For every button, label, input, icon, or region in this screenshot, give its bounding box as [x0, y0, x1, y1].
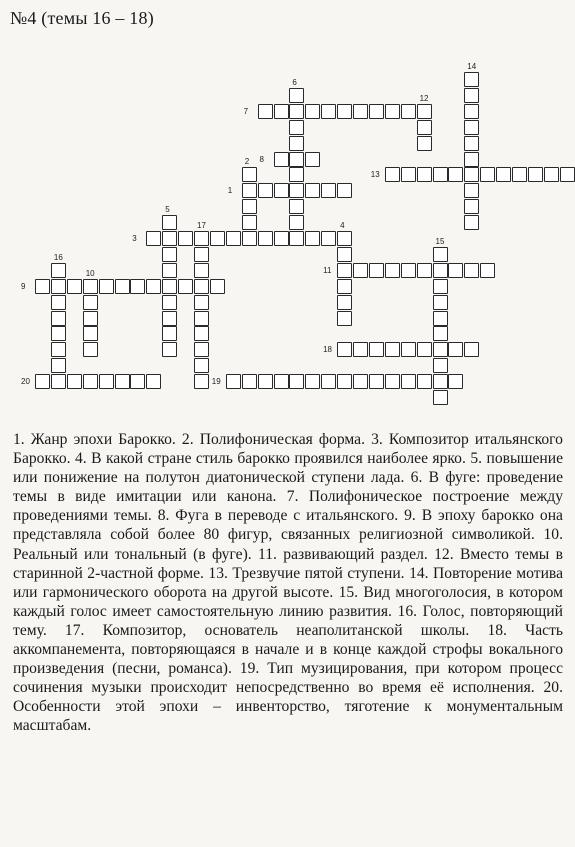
clue-16: 16. Голос, повторяющий тему.: [13, 602, 563, 639]
crossword-cell[interactable]: [433, 295, 448, 310]
crossword-cell[interactable]: [353, 342, 368, 357]
crossword-cell[interactable]: [433, 342, 448, 357]
crossword-cell[interactable]: [417, 374, 432, 389]
crossword-cell[interactable]: [162, 311, 177, 326]
clue-number: 2: [244, 157, 250, 167]
crossword-cell[interactable]: [83, 295, 98, 310]
crossword-cell[interactable]: [305, 231, 320, 246]
crossword-cell[interactable]: [433, 247, 448, 262]
crossword-cell[interactable]: [385, 104, 400, 119]
crossword-cell[interactable]: [433, 279, 448, 294]
crossword-cell[interactable]: [162, 263, 177, 278]
crossword-cell[interactable]: [433, 167, 448, 182]
crossword-cell[interactable]: [226, 374, 241, 389]
crossword-cell[interactable]: [83, 374, 98, 389]
clue-6: 6. В фуге: проведение темы в виде имитации или канона.: [13, 469, 563, 506]
crossword-cell[interactable]: [130, 279, 145, 294]
crossword-cell[interactable]: [83, 279, 98, 294]
crossword-cell[interactable]: [242, 183, 257, 198]
crossword-cell[interactable]: [448, 167, 463, 182]
crossword-cell[interactable]: [448, 342, 463, 357]
crossword-cell[interactable]: [321, 104, 336, 119]
crossword-cell[interactable]: [464, 342, 479, 357]
crossword-cell[interactable]: [289, 231, 304, 246]
crossword-cell[interactable]: [83, 326, 98, 341]
clue-number: 5: [165, 205, 170, 215]
crossword-cell[interactable]: [369, 104, 384, 119]
clue-15: 15. Вид многоголосия, в котором каждый голос имеет самостоятельную линию развития.: [13, 583, 563, 620]
crossword-cell[interactable]: [51, 342, 66, 357]
crossword-cell[interactable]: [258, 183, 273, 198]
crossword-cell[interactable]: [369, 342, 384, 357]
clue-18: 18. Часть аккомпанемента, повторяющаяся в начале и в конце каждой строфы вокального произведения (песни, романса).: [13, 621, 563, 678]
clue-20: 20. Особенности этой эпохи – инвенторство, тяготение к монументальным масштабам.: [13, 679, 563, 735]
crossword-cell[interactable]: [194, 342, 209, 357]
crossword-cell[interactable]: [560, 167, 575, 182]
crossword-cell[interactable]: [464, 152, 479, 167]
crossword-cell[interactable]: [464, 88, 479, 103]
crossword-cell[interactable]: [274, 104, 289, 119]
crossword-cell[interactable]: [178, 231, 193, 246]
clue-number: 19: [211, 377, 221, 387]
crossword-cell[interactable]: [162, 231, 177, 246]
crossword-cell[interactable]: [337, 342, 352, 357]
clue-4: 4. В какой стране стиль барокко проявился наиболее ярко.: [74, 450, 466, 468]
crossword-cell[interactable]: [242, 167, 257, 182]
clue-12: 12. Вместо темы в старинной 2-частной форме.: [13, 545, 563, 582]
crossword-cell[interactable]: [194, 326, 209, 341]
clue-number: 15: [435, 236, 445, 246]
clue-number: 7: [243, 106, 249, 116]
crossword-cell[interactable]: [130, 374, 145, 389]
crossword-cell[interactable]: [194, 311, 209, 326]
crossword-cell[interactable]: [226, 231, 241, 246]
crossword-cell[interactable]: [433, 374, 448, 389]
crossword-cell[interactable]: [51, 374, 66, 389]
clue-number: 12: [419, 93, 429, 103]
crossword-cell[interactable]: [464, 183, 479, 198]
crossword-cell[interactable]: [289, 215, 304, 230]
crossword-cell[interactable]: [321, 231, 336, 246]
crossword-cell[interactable]: [337, 295, 352, 310]
crossword-cell[interactable]: [337, 104, 352, 119]
crossword-cell[interactable]: [544, 167, 559, 182]
crossword-cell[interactable]: [289, 199, 304, 214]
crossword-cell[interactable]: [433, 390, 448, 405]
crossword-cell[interactable]: [369, 263, 384, 278]
crossword-cell[interactable]: [194, 263, 209, 278]
crossword-cell[interactable]: [162, 215, 177, 230]
clue-19: 19. Тип музицирования, при котором процесс сочинения музыки происходит непосредственно во время её исполнения.: [13, 660, 563, 697]
clue-number: 3: [132, 234, 137, 243]
crossword-cell[interactable]: [289, 374, 304, 389]
crossword-cell[interactable]: [417, 136, 432, 151]
clue-number: 20: [21, 377, 30, 387]
crossword-cell[interactable]: [258, 104, 273, 119]
clue-number: 8: [259, 154, 264, 164]
clue-number: 13: [370, 170, 380, 180]
crossword-cell[interactable]: [289, 152, 304, 167]
crossword-cell[interactable]: [83, 342, 98, 357]
clue-number: 10: [85, 268, 95, 278]
crossword-cell[interactable]: [289, 183, 304, 198]
crossword-cell[interactable]: [242, 215, 257, 230]
crossword-cell[interactable]: [274, 183, 289, 198]
crossword-cell[interactable]: [528, 167, 543, 182]
clue-5: 5. повышение или понижение на полутон диатонической ступени лада.: [13, 450, 564, 487]
crossword-cell[interactable]: [210, 279, 225, 294]
clue-9: 9. В эпоху барокко она представляла собой более 80 фигур, связанных религиозной символикой.: [13, 507, 563, 544]
crossword-cell[interactable]: [115, 374, 130, 389]
crossword-cell[interactable]: [321, 374, 336, 389]
clue-7: 7. Полифоническое построение между проведениями темы.: [13, 488, 564, 525]
crossword-cell[interactable]: [51, 358, 66, 373]
crossword-cell[interactable]: [274, 152, 289, 167]
crossword-cell[interactable]: [194, 279, 209, 294]
crossword-cell[interactable]: [178, 279, 193, 294]
crossword-cell[interactable]: [51, 326, 66, 341]
crossword-cell[interactable]: [242, 374, 257, 389]
clues-paragraph: [13, 430, 563, 736]
crossword-cell[interactable]: [305, 104, 320, 119]
clue-8: 8. Фуга в переводе с итальянского.: [157, 507, 399, 525]
crossword-cell[interactable]: [194, 295, 209, 310]
crossword-cell[interactable]: [67, 374, 82, 389]
crossword-cell[interactable]: [353, 263, 368, 278]
crossword-cell[interactable]: [401, 104, 416, 119]
crossword-cell[interactable]: [337, 311, 352, 326]
clue-number: 11: [323, 265, 332, 275]
crossword-cell[interactable]: [433, 263, 448, 278]
crossword-cell[interactable]: [385, 263, 400, 278]
crossword-cell[interactable]: [305, 152, 320, 167]
crossword-cell[interactable]: [464, 136, 479, 151]
crossword-cell[interactable]: [289, 104, 304, 119]
crossword-cell[interactable]: [162, 342, 177, 357]
crossword-cell[interactable]: [67, 279, 82, 294]
crossword-cell[interactable]: [51, 311, 66, 326]
crossword-cell[interactable]: [194, 231, 209, 246]
crossword-cell[interactable]: [337, 247, 352, 262]
crossword-cell[interactable]: [385, 374, 400, 389]
crossword-cell[interactable]: [146, 279, 161, 294]
crossword-cell[interactable]: [337, 231, 352, 246]
crossword-cell[interactable]: [242, 199, 257, 214]
crossword-cell[interactable]: [464, 120, 479, 135]
crossword-cell[interactable]: [162, 279, 177, 294]
crossword-cell[interactable]: [464, 72, 479, 87]
crossword-cell[interactable]: [289, 120, 304, 135]
crossword-cell[interactable]: [480, 263, 495, 278]
page-title: №4 (темы 16 – 18): [10, 8, 154, 28]
crossword-cell[interactable]: [433, 311, 448, 326]
crossword-cell[interactable]: [305, 374, 320, 389]
crossword-cell[interactable]: [464, 215, 479, 230]
crossword-cell[interactable]: [337, 183, 352, 198]
crossword-cell[interactable]: [210, 231, 225, 246]
crossword-cell[interactable]: [194, 374, 209, 389]
crossword-cell[interactable]: [385, 342, 400, 357]
crossword-cell[interactable]: [401, 374, 416, 389]
crossword-cell[interactable]: [401, 167, 416, 182]
crossword-cell[interactable]: [274, 231, 289, 246]
clue-2: 2. Полифоническая форма.: [181, 431, 365, 448]
crossword-cell[interactable]: [258, 374, 273, 389]
crossword-cell[interactable]: [464, 263, 479, 278]
crossword-cell[interactable]: [464, 167, 479, 182]
crossword-cell[interactable]: [433, 326, 448, 341]
crossword-cell[interactable]: [289, 136, 304, 151]
clue-14: 14. Повторение мотива или гармонического оборота на другой высоте.: [13, 564, 563, 601]
clue-number: 16: [53, 252, 63, 262]
crossword-cell[interactable]: [99, 279, 114, 294]
crossword-cell[interactable]: [162, 295, 177, 310]
crossword-cell[interactable]: [289, 88, 304, 103]
crossword-cell[interactable]: [115, 279, 130, 294]
clue-number: 9: [21, 281, 26, 291]
crossword-cell[interactable]: [35, 279, 50, 294]
crossword-cell[interactable]: [162, 247, 177, 262]
crossword-cell[interactable]: [242, 231, 257, 246]
clue-number: 18: [323, 345, 332, 355]
crossword-cell[interactable]: [464, 104, 479, 119]
crossword-cell[interactable]: [401, 263, 416, 278]
crossword-cell[interactable]: [99, 374, 114, 389]
clue-13: 13. Трезвучие пятой ступени.: [208, 564, 405, 582]
crossword-cell[interactable]: [51, 279, 66, 294]
crossword-cell[interactable]: [496, 167, 511, 182]
crossword-cell[interactable]: [146, 231, 161, 246]
clue-17: 17. Композитор, основатель неаполитанской школы.: [64, 621, 470, 639]
crossword-cell[interactable]: [337, 279, 352, 294]
crossword-cell[interactable]: [51, 295, 66, 310]
crossword-cell[interactable]: [369, 374, 384, 389]
clue-number: 14: [467, 62, 477, 71]
clue-number: 6: [292, 77, 297, 87]
crossword-cell[interactable]: [337, 263, 352, 278]
crossword-cell[interactable]: [401, 342, 416, 357]
crossword-cell[interactable]: [417, 263, 432, 278]
clue-number: 4: [340, 221, 345, 230]
crossword-cell[interactable]: [353, 374, 368, 389]
crossword-cell[interactable]: [448, 263, 463, 278]
crossword-cell[interactable]: [417, 120, 432, 135]
crossword-cell[interactable]: [448, 374, 463, 389]
crossword-cell[interactable]: [353, 104, 368, 119]
clue-10: 10. Реальный или тональный (в фуге).: [13, 526, 563, 563]
crossword-cell[interactable]: [194, 247, 209, 262]
clue-number: 17: [197, 221, 206, 230]
crossword-cell[interactable]: [162, 326, 177, 341]
clue-11: 11. развивающий раздел.: [258, 545, 428, 563]
crossword-cell[interactable]: [51, 263, 66, 278]
crossword-cell[interactable]: [385, 167, 400, 182]
clue-1: 1. Жанр эпохи Барокко.: [13, 431, 176, 448]
crossword-cell[interactable]: [417, 342, 432, 357]
crossword-cell[interactable]: [35, 374, 50, 389]
crossword-cell[interactable]: [321, 183, 336, 198]
crossword-cell[interactable]: [512, 167, 527, 182]
crossword-cell[interactable]: [258, 231, 273, 246]
crossword-cell[interactable]: [337, 374, 352, 389]
crossword-cell[interactable]: [464, 199, 479, 214]
crossword-cell[interactable]: [146, 374, 161, 389]
crossword-cell[interactable]: [274, 374, 289, 389]
crossword-cell[interactable]: [194, 358, 209, 373]
crossword-cell[interactable]: [83, 311, 98, 326]
crossword-cell[interactable]: [289, 167, 304, 182]
crossword-cell[interactable]: [417, 104, 432, 119]
crossword-cell[interactable]: [305, 183, 320, 198]
clue-3: 3. Композитор итальянского Барокко.: [13, 431, 563, 468]
clue-number: 1: [227, 186, 233, 196]
crossword-cell[interactable]: [433, 358, 448, 373]
crossword-cell[interactable]: [480, 167, 495, 182]
crossword-cell[interactable]: [417, 167, 432, 182]
